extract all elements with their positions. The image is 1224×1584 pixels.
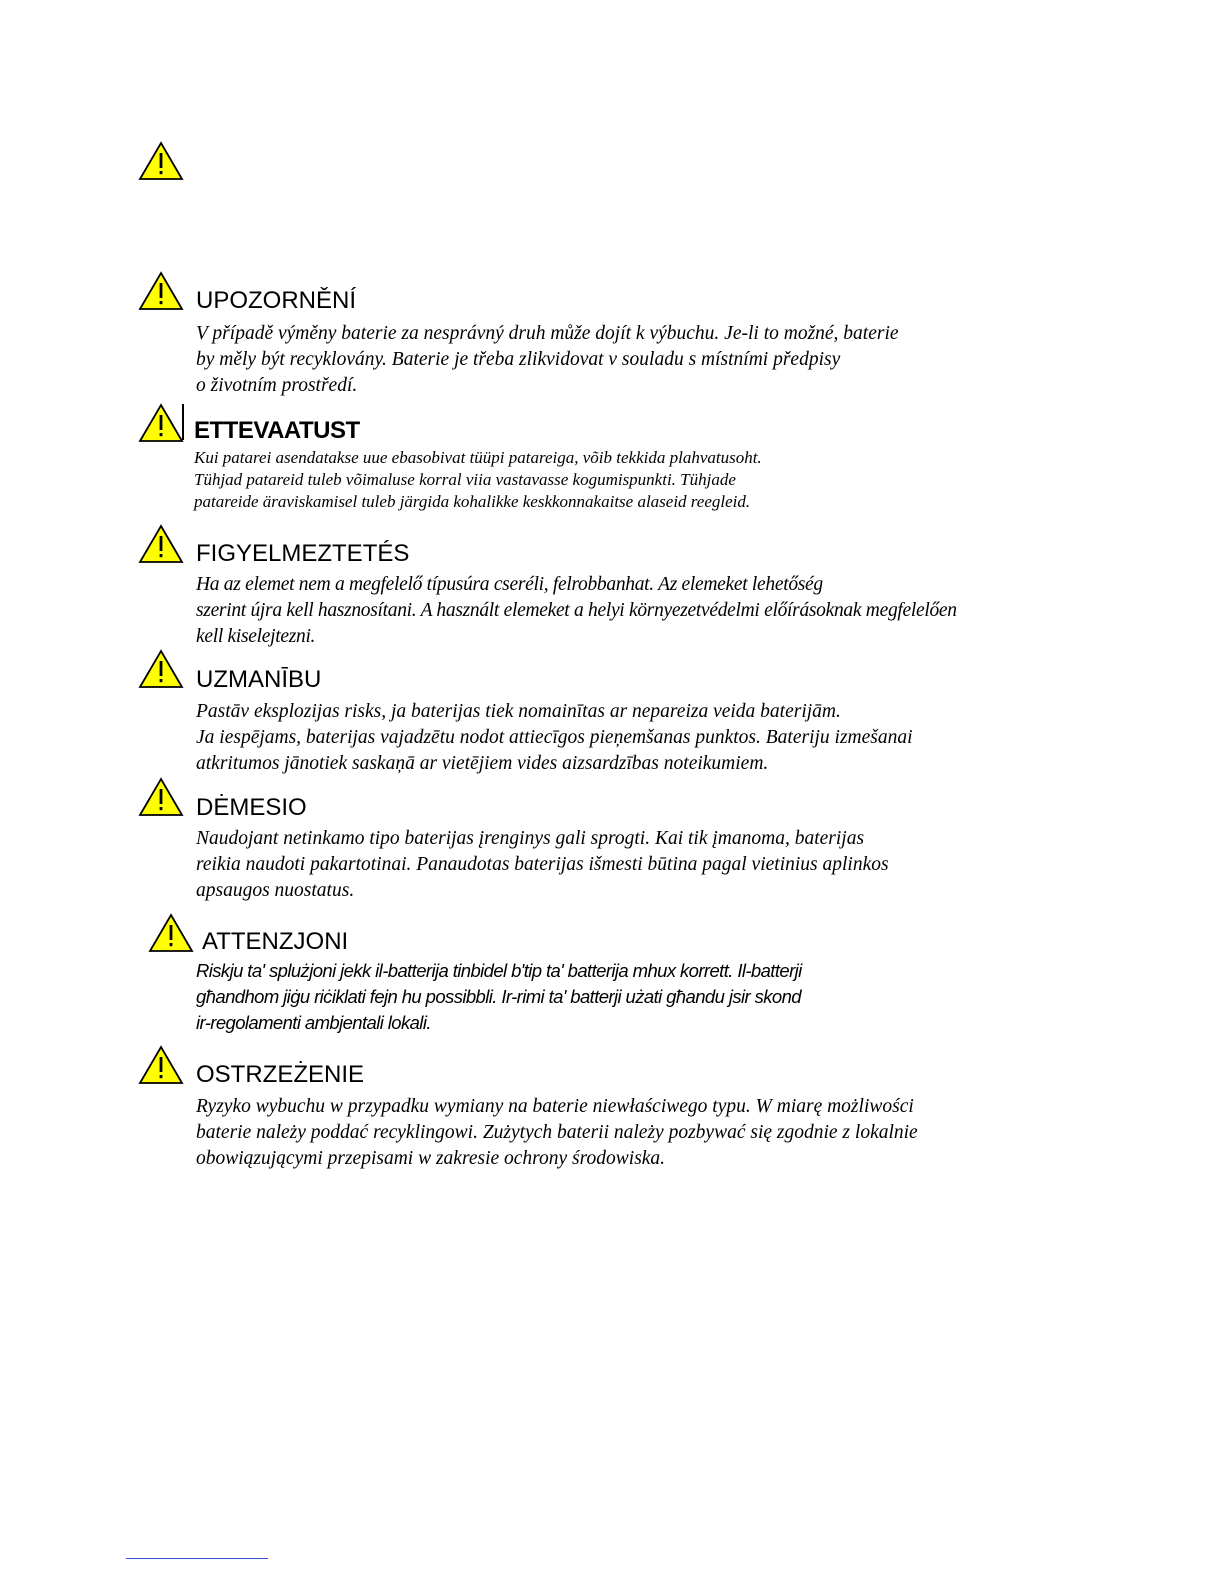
warning-line: Tühjad patareid tuleb võimaluse korral viia vastavasse kogumispunkti. Tühjade xyxy=(194,470,736,489)
footer-rule xyxy=(126,1558,268,1559)
warning-body xyxy=(196,1094,918,1172)
warning-line: by měly být recyklovány. Baterie je třeba zlikvidovat v souladu s místními předpisy xyxy=(196,349,841,370)
warning-triangle-icon xyxy=(138,648,184,690)
warning-line: Ryzyko wybuchu w przypadku wymiany na baterie niewłaściwego typu. W miarę możliwości xyxy=(196,1096,914,1117)
warning-line: għandhom jiġu riċiklati fejn hu possibbli. Ir-rimi ta' batterji użati għandu jsir skond xyxy=(196,986,801,1007)
warning-body xyxy=(196,321,899,399)
warning-line: Kui patarei asendatakse uue ebasobivat tüüpi patareiga, võib tekkida plahvatusoht. xyxy=(194,448,762,467)
warning-heading: ETTEVAATUST xyxy=(194,417,360,444)
warning-body xyxy=(196,958,802,1036)
warning-line: patareide äraviskamisel tuleb järgida kohalikke keskkonnakaitse alaseid reegleid. xyxy=(194,492,751,511)
warning-line: ir-regolamenti ambjentali lokali. xyxy=(196,1012,431,1033)
warning-body xyxy=(196,826,889,904)
warning-line: baterie należy poddać recyklingowi. Zużytych baterii należy pozbywać się zgodnie z lokalnie xyxy=(196,1122,918,1143)
warning-triangle-icon xyxy=(138,140,184,182)
warning-heading: UPOZORNĚNÍ xyxy=(196,287,357,314)
warning-line: Riskju ta' splużjoni jekk il-batterija tinbidel b'tip ta' batterija mhux korrett. Il-batterji xyxy=(196,960,802,981)
warning-heading: DĖMESIO xyxy=(196,794,307,821)
warning-body xyxy=(194,447,762,513)
warning-triangle-icon xyxy=(138,523,184,565)
warning-heading: ATTENZJONI xyxy=(202,928,349,955)
warning-triangle-icon xyxy=(138,402,184,444)
warning-line: Ja iespējams, baterijas vajadzētu nodot attiecīgos pieņemšanas punktos. Bateriju izmešanai xyxy=(196,727,913,748)
warning-line: kell kiselejtezni. xyxy=(196,626,316,647)
divider xyxy=(182,404,184,440)
warning-line: o životním prostředí. xyxy=(196,375,358,396)
warning-heading: FIGYELMEZTETÉS xyxy=(196,540,410,567)
warning-line: Naudojant netinkamo tipo baterijas įrenginys gali sprogti. Kai tik įmanoma, baterijas xyxy=(196,828,865,849)
warning-line: Pastāv eksplozijas risks, ja baterijas tiek nomainītas ar nepareiza veida baterijām. xyxy=(196,701,841,722)
warning-heading: UZMANĪBU xyxy=(196,666,322,693)
warning-line: apsaugos nuostatus. xyxy=(196,880,355,901)
warning-heading: OSTRZEŻENIE xyxy=(196,1061,365,1088)
warning-triangle-icon xyxy=(138,776,184,818)
warning-triangle-icon xyxy=(148,912,194,954)
warning-body xyxy=(196,699,913,777)
warning-line: Ha az elemet nem a megfelelő típusúra cseréli, felrobbanhat. Az elemeket lehetőség xyxy=(196,574,823,595)
warning-line: V případě výměny baterie za nesprávný druh může dojít k výbuchu. Je-li to možné, baterie xyxy=(196,323,899,344)
warning-line: atkritumos jānotiek saskaņā ar vietējiem vides aizsardzības noteikumiem. xyxy=(196,753,769,774)
warning-line: reikia naudoti pakartotinai. Panaudotas baterijas išmesti būtina pagal vietinius aplinkos xyxy=(196,854,889,875)
warning-body xyxy=(196,572,957,650)
warning-triangle-icon xyxy=(138,270,184,312)
warning-line: szerint újra kell hasznosítani. A használt elemeket a helyi környezetvédelmi előírásoknak megfelelően xyxy=(196,600,957,621)
warning-line: obowiązującymi przepisami w zakresie ochrony środowiska. xyxy=(196,1148,666,1169)
warning-triangle-icon xyxy=(138,1044,184,1086)
